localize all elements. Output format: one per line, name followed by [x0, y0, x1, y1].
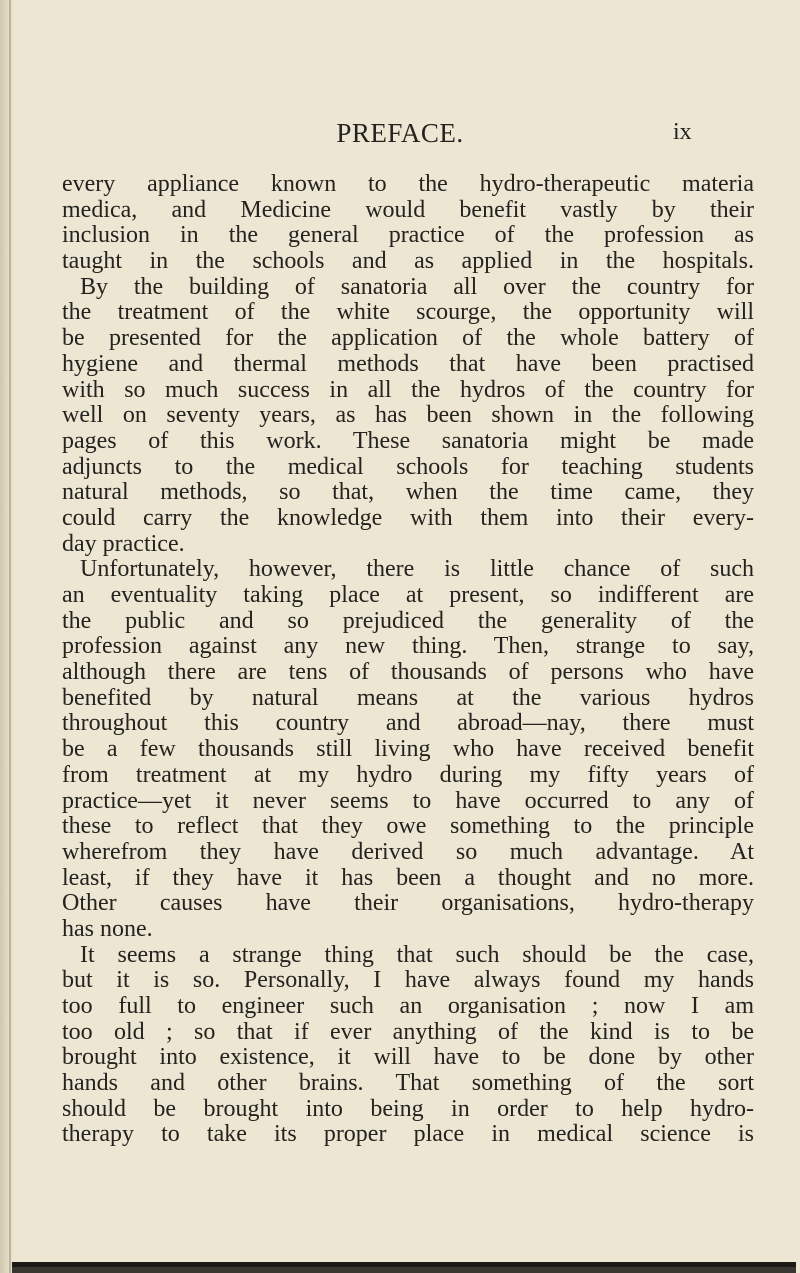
text-line: be a few thousands still living who have received benefit — [62, 736, 754, 763]
text-line: Other causes have their organisations, hydro-therapy — [62, 890, 754, 917]
text-line: Unfortunately, however, there is little chance of such — [80, 556, 754, 583]
text-line: the public and so prejudiced the generality of the — [62, 607, 754, 634]
text-line: has none. — [62, 915, 153, 942]
text-line: natural methods, so that, when the time came, they — [62, 479, 754, 506]
text-line: hygiene and thermal methods that have been practised — [62, 350, 754, 377]
text-line: adjuncts to the medical schools for teaching students — [62, 453, 754, 480]
text-line: the treatment of the white scourge, the opportunity will — [62, 299, 754, 326]
text-line: although there are tens of thousands of persons who have — [62, 659, 754, 686]
text-line: least, if they have it has been a thought and no more. — [62, 864, 754, 891]
text-line: taught in the schools and as applied in the hospitals. — [62, 248, 754, 275]
text-line: too old ; so that if ever anything of the kind is to be — [62, 1018, 754, 1045]
text-line: with so much success in all the hydros of the country for — [62, 376, 754, 403]
text-line: hands and other brains. That something of the sort — [62, 1070, 754, 1097]
text-line: inclusion in the general practice of the profession as — [62, 222, 754, 249]
page-number: ix — [673, 119, 692, 145]
running-head — [0, 118, 800, 158]
text-line: well on seventy years, as has been shown in the following — [62, 402, 754, 429]
page-bottom-shadow — [12, 1267, 796, 1273]
text-line: these to reflect that they owe something to the principle — [62, 813, 754, 840]
text-line: pages of this work. These sanatoria might be made — [62, 427, 754, 454]
text-line: could carry the knowledge with them into their every- — [62, 504, 754, 531]
text-line: an eventuality taking place at present, so indifferent are — [62, 582, 754, 608]
text-line: day practice. — [62, 530, 185, 557]
text-line: benefited by natural means at the various hydros — [62, 684, 754, 711]
text-line: should be brought into being in order to help hydro- — [62, 1095, 754, 1122]
text-line: By the building of sanatoria all over the country for — [80, 273, 754, 300]
text-line: medica, and Medicine would benefit vastly by their — [62, 196, 754, 223]
text-line: be presented for the application of the whole battery of — [62, 325, 754, 352]
text-line: too full to engineer such an organisation ; now I am — [62, 993, 754, 1019]
page-gutter — [0, 0, 14, 1273]
binding-edge — [9, 0, 11, 1273]
text-line: It seems a strange thing that such should be the case, — [80, 941, 754, 968]
page-title: PREFACE. — [336, 118, 464, 148]
text-line: profession against any new thing. Then, strange to say, — [62, 633, 754, 660]
text-line: therapy to take its proper place in medical science is — [62, 1121, 754, 1148]
text-line: from treatment at my hydro during my fifty years of — [62, 761, 754, 788]
text-line: brought into existence, it will have to be done by other — [62, 1044, 754, 1071]
text-line: throughout this country and abroad—nay, there must — [62, 710, 754, 737]
text-line: every appliance known to the hydro-therapeutic materia — [62, 171, 754, 197]
text-line: but it is so. Personally, I have always found my hands — [62, 967, 754, 994]
text-line: wherefrom they have derived so much advantage. At — [62, 838, 754, 865]
body-text — [62, 172, 754, 1148]
text-line: practice—yet it never seems to have occurred to any of — [62, 787, 754, 814]
